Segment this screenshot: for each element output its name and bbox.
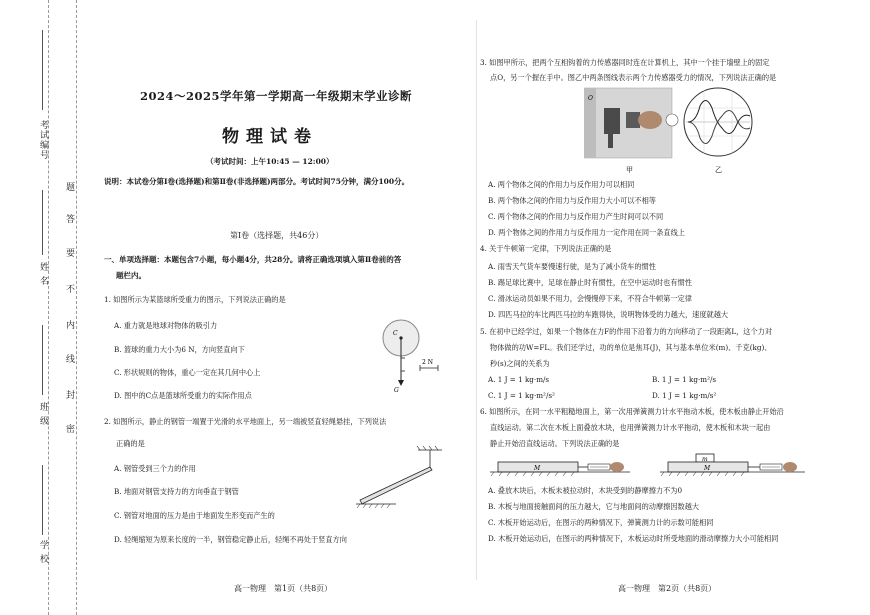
- q6-option-d: D. 木板开始运动后，在图示的两种情况下，木板运动时所受地面的滑动摩擦力大小可能相同: [488, 534, 779, 543]
- q6-stem-line1: 6. 如图所示，在同一水平粗糙地面上，第一次用弹簧测力计水平拖动木板，使木板由静止开始沿: [480, 407, 784, 416]
- seal-char-3: 要: [66, 249, 76, 259]
- exam-no-blank: [42, 30, 43, 110]
- q6-option-c: C. 木板开始运动后，在图示的两种情况下，弹簧测力计的示数可能相同: [488, 518, 714, 527]
- school-label: 学 校: [38, 540, 48, 564]
- q2-option-d: D. 轻绳缩短为原来长度的一半，钢管稳定静止后，轻绳不再处于竖直方向: [114, 535, 347, 544]
- q6-stem-line3: 静止开始沿直线运动。下列说法正确的是: [490, 439, 620, 448]
- q1-option-a: A. 重力就是地球对物体的吸引力: [114, 321, 218, 330]
- q3-stem-line1: 3. 如图甲所示，把两个互相钩着的力传感器同时连在计算机上，其中一个挂于墙壁上的固定: [480, 58, 770, 67]
- class-blank: [42, 325, 43, 395]
- q6-fig-label-m1: M: [534, 465, 541, 472]
- binding-line-right: [76, 0, 77, 615]
- q5-option-c: C. 1 J = 1 kg·m²/s²: [488, 391, 555, 400]
- binding-margin: [0, 0, 88, 615]
- q6-figure-board-only: [490, 452, 635, 482]
- q1-option-c: C. 形状规则的物体，重心一定在其几何中心上: [114, 368, 261, 377]
- page-divider: [476, 20, 477, 580]
- seal-char-1: 题: [66, 183, 76, 193]
- q3-label-jia: 甲: [626, 166, 633, 174]
- page1-footer: 高一物理 第1页（共8页）: [234, 584, 333, 593]
- seal-char-5: 内: [66, 321, 76, 331]
- q1-basketball-figure: [376, 318, 456, 398]
- q4-stem: 4. 关于牛顿第一定律，下列说法正确的是: [480, 244, 612, 253]
- section-title: 第Ⅰ卷（选择题，共46分）: [230, 231, 324, 240]
- seal-char-4: 不: [66, 285, 76, 295]
- q5-option-d: D. 1 J = 1 kg·m/s²: [652, 391, 717, 400]
- q6-option-b: B. 木板与地面接触面间的压力越大，它与地面间的动摩擦因数越大: [488, 502, 700, 511]
- name-label: 姓 名: [38, 262, 48, 286]
- q4-option-b: B. 踢足球比赛中，足球在静止时有惯性，在空中运动时也有惯性: [488, 278, 692, 287]
- seal-char-2: 答: [66, 215, 76, 225]
- q1-fig-scale: 2 N: [422, 359, 433, 366]
- q1-stem: 1. 如图所示为某篮球所受重力的图示，下列说法正确的是: [104, 295, 286, 304]
- class-label: 班 级: [38, 402, 48, 426]
- q3-option-d: D. 两个物体之间的作用力与反作用力一定作用在同一条直线上: [488, 228, 685, 237]
- q2-steel-pipe-figure: [356, 440, 446, 512]
- q2-option-b: B. 地面对钢管支持力的方向垂直于钢管: [114, 487, 239, 496]
- q3-fig-label-o: O: [588, 95, 593, 102]
- q6-option-a: A. 叠放木块后，木板未被拉动时，木块受到的静摩擦力不为0: [488, 486, 683, 495]
- page-2: [480, 0, 865, 615]
- exam-time: （考试时间：上午10:45 — 12:00）: [206, 157, 334, 166]
- q2-stem-line2: 正确的是: [116, 439, 145, 448]
- school-blank: [42, 465, 43, 535]
- q5-stem-line2: 物体做的功W=FL。我们还学过，功的单位是焦耳(J)，其与基本单位米(m)、千克(kg)、: [490, 343, 772, 352]
- q5-option-b: B. 1 J = 1 kg·m²/s: [652, 375, 717, 384]
- seal-char-8: 密: [66, 425, 76, 435]
- q2-option-a: A. 钢管受到三个力的作用: [114, 464, 196, 473]
- page-1: [88, 0, 468, 615]
- q1-fig-label-g: G: [394, 387, 399, 394]
- q5-option-a: A. 1 J = 1 kg·m/s: [488, 375, 550, 384]
- q1-option-d: D. 图中的C点是篮球所受重力的实际作用点: [114, 391, 252, 400]
- instructions: 说明：本试卷分第Ⅰ卷(选择题)和第Ⅱ卷(非选择题)两部分。考试时间75分钟，满分100分。: [104, 177, 410, 186]
- seal-char-7: 封: [66, 391, 76, 401]
- q4-option-c: C. 滑冰运动员如果不用力，会慢慢停下来，不符合牛顿第一定律: [488, 294, 692, 303]
- seal-char-6: 线: [66, 355, 76, 365]
- q6-fig-label-m2: M: [704, 465, 711, 472]
- binding-line-left: [48, 0, 49, 615]
- q3-option-a: A. 两个物体之间的作用力与反作用力可以相同: [488, 180, 635, 189]
- q2-stem-line1: 2. 如图所示，静止的钢管一端置于光滑的水平地面上，另一端被竖直轻绳悬挂，下列说法: [104, 417, 387, 426]
- q3-option-c: C. 两个物体之间的作用力与反作用力产生时间可以不同: [488, 212, 664, 221]
- q5-stem-line1: 5. 在初中已经学过，如果一个物体在力F的作用下沿着力的方向移动了一段距离L，这个力对: [480, 327, 773, 336]
- q2-option-c: C. 钢管对地面的压力是由于地面发生形变而产生的: [114, 511, 275, 520]
- q4-option-a: A. 雨雪天气货车要慢速行驶，是为了减小货车的惯性: [488, 262, 656, 271]
- q3-stem-line2: 点O，另一个握在手中。图乙中两条图线表示两个力传感器受力的情况，下列说法正确的是: [490, 73, 777, 82]
- q3-label-yi: 乙: [715, 166, 722, 174]
- exam-no-label: 考试编号: [38, 120, 48, 160]
- name-blank: [42, 190, 43, 255]
- q6-stem-line2: 直线运动。第二次在木板上面叠放木块，也用弹簧测力计水平拖动，使木板和木块一起由: [490, 423, 771, 432]
- part1-heading: 一、单项选择题：本题包含7小题，每小题4分，共28分。请将正确选项填入第Ⅱ卷前的答: [104, 255, 402, 264]
- q5-stem-line3: 秒(s)之间的关系为: [490, 359, 550, 368]
- subject-title: 物理试卷: [222, 127, 318, 147]
- page2-footer: 高一物理 第2页（共8页）: [618, 584, 717, 593]
- q1-fig-label-c: C: [393, 330, 398, 337]
- q1-option-b: B. 篮球的重力大小为6 N，方向竖直向下: [114, 345, 245, 354]
- part1-heading-cont: 题栏内。: [116, 271, 146, 280]
- q6-fig-label-small-m: m: [702, 456, 708, 463]
- exam-title: 2024～2025学年第一学期高一年级期末学业诊断: [140, 89, 413, 103]
- q3-sensor-figure: [584, 86, 784, 176]
- q3-option-b: B. 两个物体之间的作用力与反作用力大小可以不相等: [488, 196, 656, 205]
- q6-figure-board-with-block: [660, 450, 810, 482]
- q4-option-d: D. 四匹马拉的车比两匹马拉的车跑得快，说明物体受的力越大，速度就越大: [488, 310, 729, 319]
